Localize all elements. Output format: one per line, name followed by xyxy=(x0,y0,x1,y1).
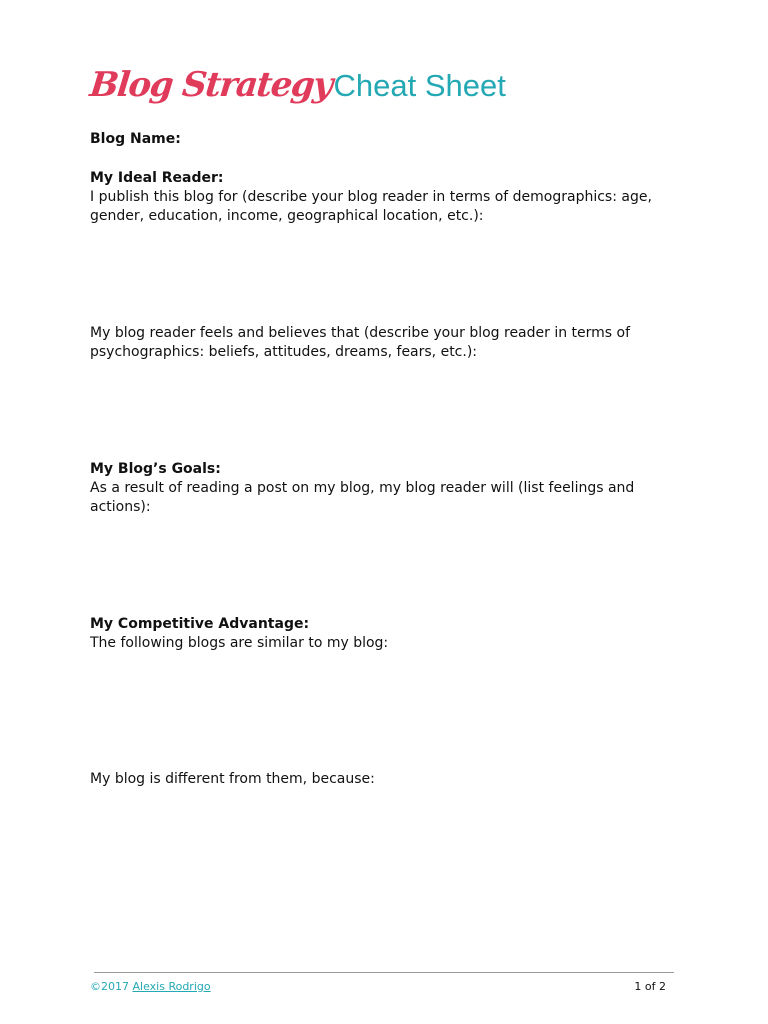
footer-credit xyxy=(90,980,211,994)
ideal-reader-psychographics-prompt: My blog reader feels and believes that (describe your blog reader in terms of psychographics: beliefs, attitudes, dreams, fears, etc.): xyxy=(90,325,631,360)
blog-name-heading: Blog Name: xyxy=(90,131,181,147)
title-script-part: Blog Strategy xyxy=(87,65,334,105)
similar-blogs-prompt: The following blogs are similar to my blog: xyxy=(90,635,389,651)
blog-goals-prompt: As a result of reading a post on my blog, my blog reader will (list feelings and actions): xyxy=(90,480,635,515)
page-title xyxy=(87,65,506,105)
footer-copyright: ©2017 xyxy=(90,980,129,993)
ideal-reader-demographics-prompt: I publish this blog for (describe your blog reader in terms of demographics: age, gender, education, income, geographical location, etc.): xyxy=(90,189,652,224)
page-number: 1 of 2 xyxy=(634,980,666,993)
ideal-reader-heading: My Ideal Reader: xyxy=(90,170,224,186)
competitive-advantage-heading: My Competitive Advantage: xyxy=(90,616,310,632)
title-plain-part: Cheat Sheet xyxy=(333,68,506,103)
difference-prompt: My blog is different from them, because: xyxy=(90,771,375,787)
author-link[interactable]: Alexis Rodrigo xyxy=(132,980,211,993)
blog-goals-heading: My Blog’s Goals: xyxy=(90,461,221,477)
footer-divider xyxy=(94,972,674,973)
